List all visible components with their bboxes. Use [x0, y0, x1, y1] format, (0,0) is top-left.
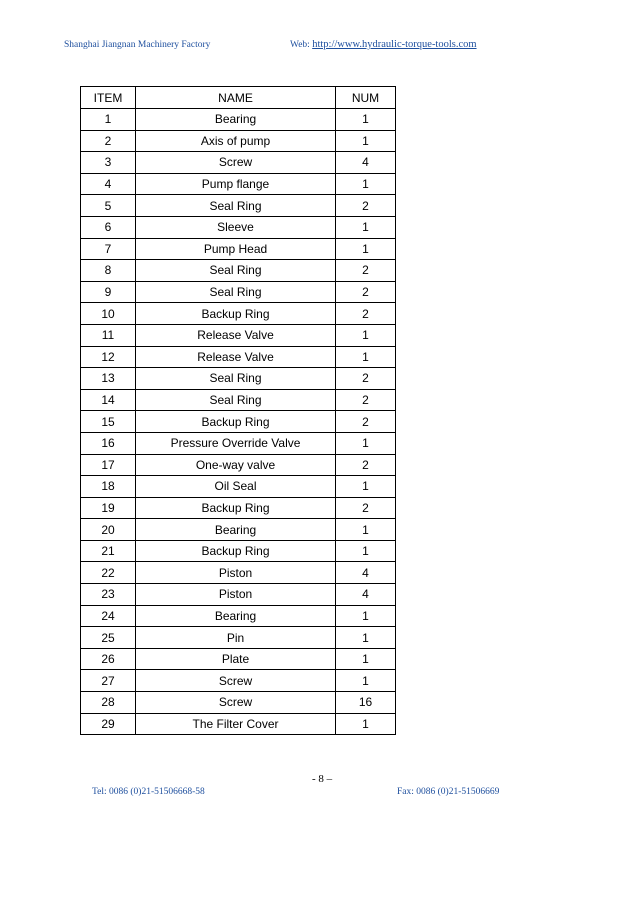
name-cell: Seal Ring [136, 389, 336, 411]
name-cell: Axis of pump [136, 130, 336, 152]
item-cell: 18 [81, 476, 136, 498]
table-row [81, 562, 396, 584]
table-row [81, 130, 396, 152]
header-web-url-link[interactable]: http://www.hydraulic-torque-tools.com [312, 39, 477, 50]
name-cell: Piston [136, 584, 336, 606]
num-cell: 1 [336, 670, 396, 692]
num-cell: 2 [336, 497, 396, 519]
parts-table-body [81, 109, 396, 735]
item-cell: 1 [81, 109, 136, 131]
name-cell: Sleeve [136, 216, 336, 238]
footer-fax: Fax: 0086 (0)21-51506669 [397, 787, 500, 797]
item-cell: 9 [81, 281, 136, 303]
column-header-num: NUM [336, 87, 396, 109]
item-cell: 2 [81, 130, 136, 152]
name-cell: Seal Ring [136, 195, 336, 217]
table-row [81, 216, 396, 238]
table-row [81, 238, 396, 260]
name-cell: Backup Ring [136, 497, 336, 519]
item-cell: 22 [81, 562, 136, 584]
table-row [81, 648, 396, 670]
table-row [81, 605, 396, 627]
table-row [81, 584, 396, 606]
name-cell: Pump Head [136, 238, 336, 260]
item-cell: 17 [81, 454, 136, 476]
header-web [290, 39, 477, 50]
item-cell: 20 [81, 519, 136, 541]
name-cell: Release Valve [136, 346, 336, 368]
num-cell: 1 [336, 432, 396, 454]
num-cell: 2 [336, 389, 396, 411]
name-cell: Bearing [136, 605, 336, 627]
table-row [81, 692, 396, 714]
table-row [81, 713, 396, 735]
page-number: - 8 – [312, 773, 333, 785]
name-cell: Backup Ring [136, 540, 336, 562]
item-cell: 23 [81, 584, 136, 606]
table-row [81, 411, 396, 433]
footer-tel: Tel: 0086 (0)21-51506668-58 [92, 787, 205, 797]
table-row [81, 368, 396, 390]
item-cell: 7 [81, 238, 136, 260]
num-cell: 2 [336, 260, 396, 282]
table-row [81, 670, 396, 692]
table-row [81, 173, 396, 195]
num-cell: 1 [336, 130, 396, 152]
name-cell: Pin [136, 627, 336, 649]
item-cell: 29 [81, 713, 136, 735]
table-row [81, 346, 396, 368]
name-cell: Screw [136, 670, 336, 692]
num-cell: 16 [336, 692, 396, 714]
num-cell: 1 [336, 713, 396, 735]
table-row [81, 152, 396, 174]
num-cell: 1 [336, 173, 396, 195]
item-cell: 21 [81, 540, 136, 562]
num-cell: 1 [336, 476, 396, 498]
num-cell: 2 [336, 454, 396, 476]
item-cell: 11 [81, 324, 136, 346]
num-cell: 2 [336, 303, 396, 325]
table-row [81, 497, 396, 519]
table-row [81, 281, 396, 303]
table-row [81, 260, 396, 282]
table-row [81, 109, 396, 131]
name-cell: Oil Seal [136, 476, 336, 498]
num-cell: 1 [336, 627, 396, 649]
table-row [81, 195, 396, 217]
num-cell: 1 [336, 519, 396, 541]
name-cell: The Filter Cover [136, 713, 336, 735]
table-row [81, 540, 396, 562]
name-cell: Seal Ring [136, 260, 336, 282]
num-cell: 4 [336, 152, 396, 174]
table-header-row [81, 87, 396, 109]
name-cell: Bearing [136, 109, 336, 131]
item-cell: 24 [81, 605, 136, 627]
item-cell: 4 [81, 173, 136, 195]
table-row [81, 627, 396, 649]
item-cell: 5 [81, 195, 136, 217]
num-cell: 1 [336, 109, 396, 131]
num-cell: 1 [336, 605, 396, 627]
header-web-label: Web: [290, 40, 313, 50]
column-header-name: NAME [136, 87, 336, 109]
num-cell: 4 [336, 584, 396, 606]
num-cell: 2 [336, 281, 396, 303]
num-cell: 1 [336, 324, 396, 346]
num-cell: 2 [336, 368, 396, 390]
table-row [81, 389, 396, 411]
item-cell: 19 [81, 497, 136, 519]
parts-table [80, 86, 396, 735]
name-cell: Pump flange [136, 173, 336, 195]
table-row [81, 454, 396, 476]
num-cell: 1 [336, 540, 396, 562]
item-cell: 28 [81, 692, 136, 714]
num-cell: 1 [336, 346, 396, 368]
num-cell: 1 [336, 216, 396, 238]
table-row [81, 432, 396, 454]
item-cell: 25 [81, 627, 136, 649]
table-row [81, 476, 396, 498]
name-cell: Plate [136, 648, 336, 670]
item-cell: 14 [81, 389, 136, 411]
item-cell: 8 [81, 260, 136, 282]
item-cell: 15 [81, 411, 136, 433]
item-cell: 16 [81, 432, 136, 454]
name-cell: Seal Ring [136, 368, 336, 390]
num-cell: 1 [336, 648, 396, 670]
name-cell: Backup Ring [136, 303, 336, 325]
item-cell: 3 [81, 152, 136, 174]
num-cell: 2 [336, 195, 396, 217]
name-cell: Screw [136, 152, 336, 174]
table-row [81, 303, 396, 325]
column-header-item: ITEM [81, 87, 136, 109]
header-company-name: Shanghai Jiangnan Machinery Factory [64, 40, 211, 50]
item-cell: 26 [81, 648, 136, 670]
num-cell: 4 [336, 562, 396, 584]
name-cell: Pressure Override Valve [136, 432, 336, 454]
num-cell: 1 [336, 238, 396, 260]
num-cell: 2 [336, 411, 396, 433]
item-cell: 12 [81, 346, 136, 368]
name-cell: Backup Ring [136, 411, 336, 433]
name-cell: Bearing [136, 519, 336, 541]
name-cell: Screw [136, 692, 336, 714]
name-cell: One-way valve [136, 454, 336, 476]
item-cell: 6 [81, 216, 136, 238]
name-cell: Release Valve [136, 324, 336, 346]
name-cell: Piston [136, 562, 336, 584]
table-row [81, 519, 396, 541]
table-row [81, 324, 396, 346]
item-cell: 27 [81, 670, 136, 692]
item-cell: 13 [81, 368, 136, 390]
item-cell: 10 [81, 303, 136, 325]
name-cell: Seal Ring [136, 281, 336, 303]
